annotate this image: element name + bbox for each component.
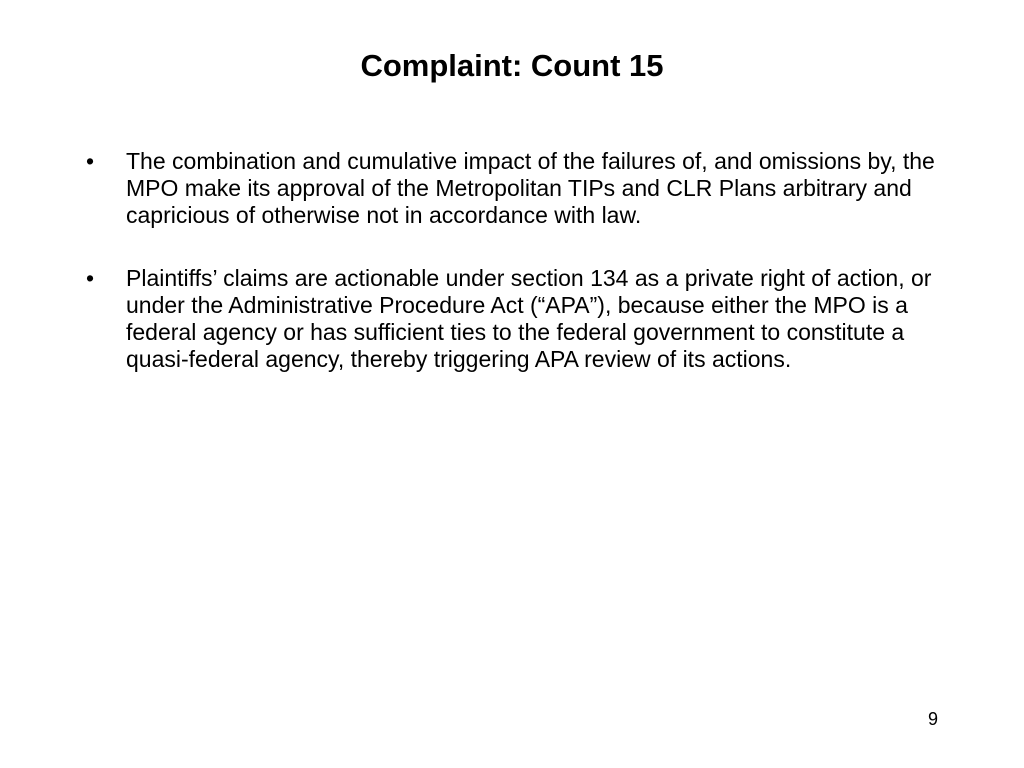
bullet-item — [86, 265, 966, 373]
bullet-item — [86, 148, 966, 229]
bullet-icon: • — [86, 265, 95, 291]
bullet-text: Plaintiffs’ claims are actionable under section 134 as a private right of action, or under the Administrative Procedure Act (“APA”), because either the MPO is a federal agency or has sufficient ties to the federal government to constitute a quasi-federal agency, thereby triggering APA review of its actions. — [126, 265, 932, 372]
bullet-list — [86, 148, 966, 409]
bullet-icon: • — [86, 148, 95, 174]
page-number: 9 — [927, 709, 938, 729]
slide-title: Complaint: Count 15 — [360, 48, 664, 83]
bullet-text: The combination and cumulative impact of the failures of, and omissions by, the MPO make its approval of the Metropolitan TIPs and CLR Plans arbitrary and capricious of otherwise not in accordance with law. — [126, 148, 935, 228]
